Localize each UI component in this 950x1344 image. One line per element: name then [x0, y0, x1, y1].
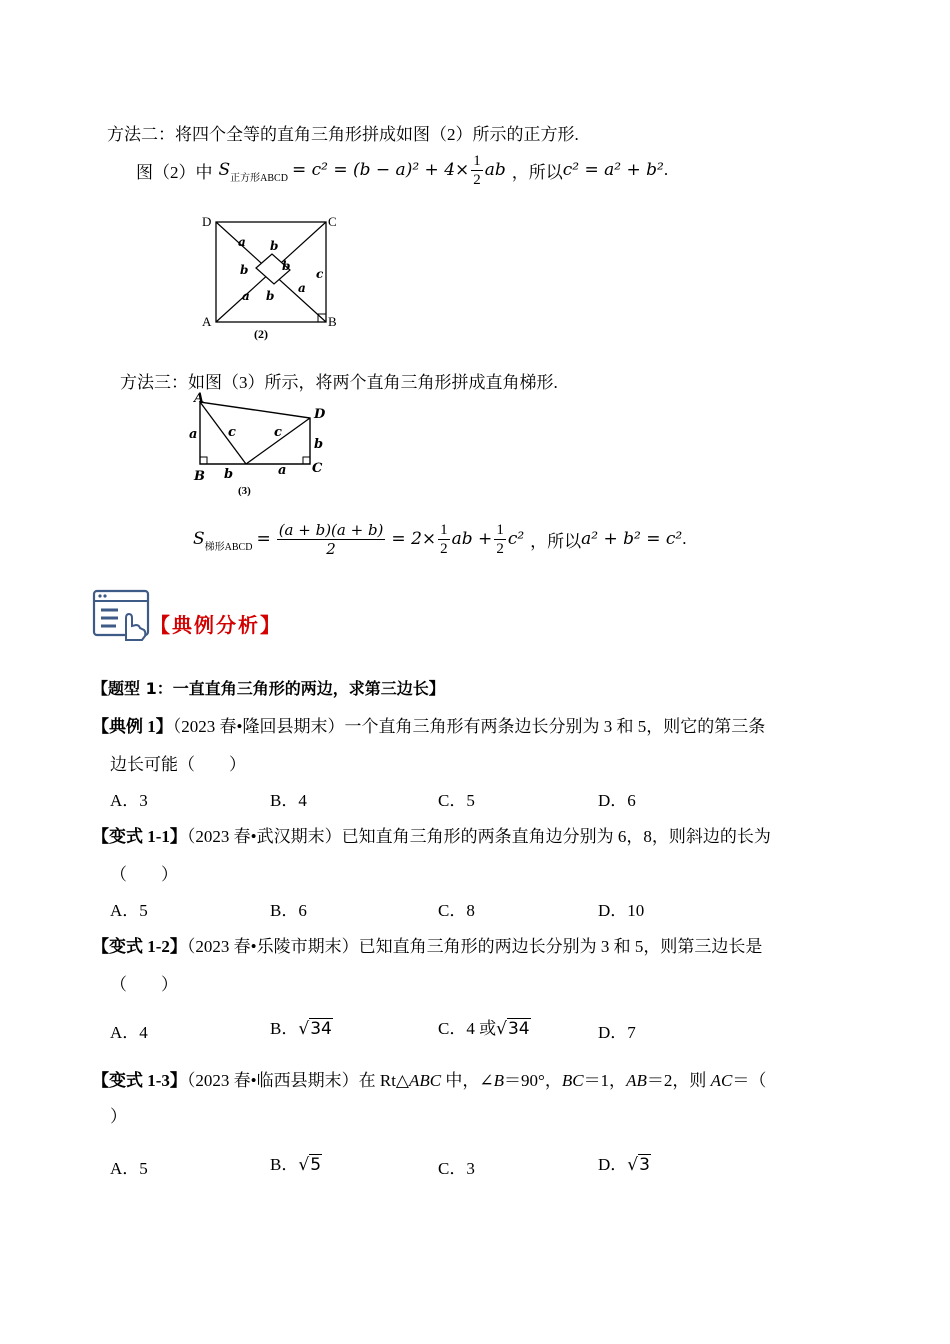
vertex-D: D	[314, 407, 326, 422]
method3-intro: 方法三：如图（3）所示，将两个直角三角形拼成直角梯形.	[120, 373, 558, 392]
label-b-1: b	[270, 239, 279, 253]
method3-formula-sub: 梯形ABCD	[204, 541, 253, 553]
label-b-2: b	[240, 263, 249, 277]
q4-option-d-radicand: 3	[639, 1155, 650, 1175]
question-4	[92, 1066, 766, 1091]
method2-fraction	[471, 152, 483, 189]
method3-frac2	[438, 521, 450, 558]
q4-text-d: B	[493, 1071, 505, 1090]
side-b-right: b	[314, 437, 324, 452]
label-c: c	[316, 267, 324, 281]
q4-option-d[interactable]	[598, 1150, 651, 1175]
q4-option-b-radicand: 5	[310, 1155, 322, 1175]
q4-text-c: 中，∠	[441, 1071, 494, 1090]
q1-option-d[interactable]: D．6	[598, 791, 636, 810]
side-b-bottom: b	[224, 467, 234, 482]
side-a-left: a	[189, 427, 198, 442]
method2-formula-tail: ab	[484, 160, 506, 180]
q4-text-f: BC	[561, 1071, 584, 1090]
method2-formula-prefix: 图（2）中	[136, 162, 213, 182]
q3-option-c-sqrt: √34	[496, 1019, 530, 1039]
frac2-den: 2	[440, 540, 448, 557]
q4-option-d-sqrt: √3	[627, 1155, 650, 1175]
question-3	[92, 932, 762, 957]
label-b-4: b	[266, 289, 275, 303]
vertex-A: A	[202, 314, 212, 329]
question-3-tag: 【变式 1-2】	[92, 937, 187, 956]
frac1-num: (a + b)(a + b)	[278, 520, 384, 539]
q2-option-b[interactable]: B．6	[270, 901, 307, 920]
label-b-3: b	[282, 259, 291, 273]
label-a-3: a	[242, 289, 250, 303]
label-a-2: a	[298, 281, 306, 295]
question-1	[92, 712, 765, 737]
frac2-num: 1	[440, 521, 448, 538]
q1-option-c[interactable]: C．5	[438, 791, 475, 810]
vertex-D: D	[202, 214, 212, 229]
q2-option-a[interactable]: A．5	[110, 901, 148, 920]
q4-text-i: ＝2，则	[646, 1071, 711, 1090]
side-c-right: c	[274, 425, 282, 440]
q3-option-a[interactable]: A．4	[110, 1023, 148, 1042]
leg-c-1	[200, 402, 246, 464]
document-hand-icon	[92, 588, 154, 642]
figure-3-svg	[188, 390, 338, 500]
method3-conclusion-end: .	[682, 529, 687, 548]
question-1-line2: 边长可能（ ）	[110, 755, 246, 774]
question-2-tag: 【变式 1-1】	[92, 827, 187, 846]
q4-option-d-label: D．	[598, 1155, 628, 1174]
frac-den: 2	[473, 171, 481, 188]
question-2	[92, 822, 771, 847]
section-header-label: 【典例分析】	[150, 613, 282, 637]
method3-formula-s: S	[193, 529, 205, 549]
vertex-C: C	[328, 214, 337, 229]
vertex-B: B	[328, 314, 337, 329]
q4-text-b: ABC	[409, 1071, 442, 1090]
q3-option-c-radicand: 34	[507, 1019, 530, 1039]
method3-frac3	[494, 521, 506, 558]
label-a-1: a	[238, 235, 246, 249]
frac1-den: 2	[326, 539, 336, 558]
q4-option-b[interactable]	[270, 1150, 322, 1175]
q3-option-b-label: B．	[270, 1019, 299, 1038]
q1-option-a[interactable]: A．3	[110, 791, 148, 810]
question-3-line1: （2023 春•乐陵市期末）已知直角三角形的两边长分别为 3 和 5，则第三边长是	[186, 937, 763, 956]
q2-option-c[interactable]: C．8	[438, 901, 475, 920]
q4-option-a[interactable]: A．5	[110, 1159, 148, 1178]
figure-2	[200, 212, 340, 342]
side-a-bottom: a	[278, 463, 287, 478]
type1-title: 【题型 1：一直直角三角形的两边，求第三边长】	[92, 679, 445, 698]
frac-num: 1	[473, 152, 481, 169]
method2-conclusion-end: .	[663, 160, 669, 179]
q3-option-b-sqrt: √34	[298, 1019, 332, 1039]
q4-option-b-sqrt: √5	[298, 1155, 322, 1175]
right-angle-B	[200, 457, 207, 464]
q3-option-c-label: C．4 或	[438, 1019, 497, 1038]
q4-text-h: AB	[626, 1071, 647, 1090]
q3-option-c[interactable]	[438, 1014, 531, 1039]
method3-mid: = 2×	[391, 529, 437, 549]
method3-conclusion-prefix: ，所以	[530, 531, 582, 551]
method2-formula-s: S	[218, 160, 231, 180]
vertex-C: C	[312, 461, 323, 476]
figure-3	[188, 390, 338, 500]
side-c-left: c	[228, 425, 236, 440]
method2-formula-mid: = c² = (b − a)² + 4×	[291, 160, 470, 180]
method2-intro: 方法二：将四个全等的直角三角形拼成如图（2）所示的正方形.	[107, 125, 579, 144]
q4-text-j: AC	[710, 1071, 733, 1090]
question-4-tag: 【变式 1-3】	[92, 1071, 187, 1090]
section-header	[92, 588, 282, 642]
q4-text-k: ＝（	[732, 1071, 767, 1090]
vertex-A: A	[194, 391, 205, 406]
question-2-line1: （2023 春•武汉期末）已知直角三角形的两条直角边分别为 6，8，则斜边的长为	[186, 827, 771, 846]
figure-2-caption: (2)	[254, 327, 268, 341]
question-3-line2: （ ）	[110, 975, 178, 994]
trapezoid-outline	[200, 402, 310, 464]
q4-text-g: ＝1，	[583, 1071, 627, 1090]
figure-2-svg	[200, 212, 340, 342]
frac3-num: 1	[496, 521, 504, 538]
method3-tail: c²	[507, 529, 525, 549]
method2-conclusion: c² = a² + b²	[562, 160, 664, 180]
method3-formula	[193, 514, 687, 564]
right-angle-C	[303, 457, 310, 464]
q4-option-c[interactable]: C．3	[438, 1159, 475, 1178]
q3-option-b[interactable]	[270, 1014, 333, 1039]
vertex-B: B	[194, 469, 205, 484]
q2-option-d[interactable]: D．10	[598, 901, 645, 920]
frac3-den: 2	[496, 540, 504, 557]
question-2-line2: （ ）	[110, 865, 178, 884]
question-1-tag: 【典例 1】	[92, 717, 173, 736]
method3-conclusion: a² + b² = c²	[581, 529, 683, 549]
question-4-line2: ）	[110, 1107, 127, 1126]
q3-option-d[interactable]: D．7	[598, 1023, 636, 1042]
q4-option-b-label: B．	[270, 1155, 299, 1174]
method3-frac1	[277, 521, 386, 558]
q1-option-b[interactable]: B．4	[270, 791, 307, 810]
method2-conclusion-prefix: ，所以	[511, 162, 563, 182]
method2-formula-sub: 正方形ABCD	[230, 172, 288, 184]
figure-3-caption: (3)	[238, 485, 251, 497]
method2-formula	[136, 148, 668, 192]
eq-sign-1: =	[256, 529, 271, 549]
question-1-line1: （2023 春•隆回县期末）一个直角三角形有两条边长分别为 3 和 5，则它的第三条	[172, 717, 766, 736]
q4-text-e: ＝90°，	[504, 1071, 562, 1090]
q3-option-b-radicand: 34	[310, 1019, 332, 1039]
q4-text-a: （2023 春•临西县期末）在 Rt△	[186, 1071, 410, 1090]
method3-mid2: ab +	[451, 529, 493, 549]
